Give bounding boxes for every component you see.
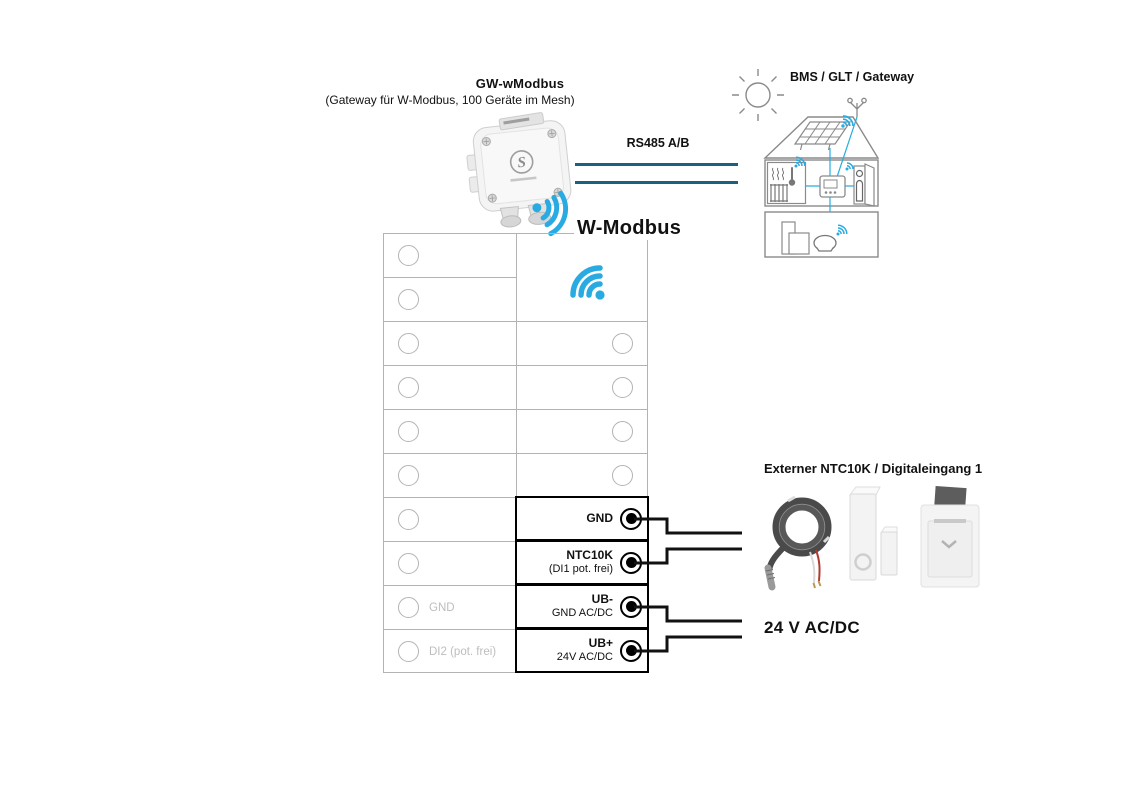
wire-gnd <box>634 519 742 533</box>
antenna-icon <box>848 98 866 117</box>
terminal-ub-plus <box>515 628 649 673</box>
terminal-cell <box>516 453 648 497</box>
terminal-cell <box>516 321 648 365</box>
rs485-label: RS485 A/B <box>626 136 690 150</box>
keycard-switch-image <box>921 486 979 587</box>
round-sensor-icon <box>814 236 836 252</box>
wire-ub-minus <box>634 607 742 621</box>
building-illustration <box>726 56 896 264</box>
terminal-sublabel: (DI1 pot. frei) <box>548 563 613 576</box>
device-title: GW-wModbus <box>475 76 565 91</box>
gnd-label: GND <box>429 601 455 614</box>
terminal-sublabel: 24V AC/DC <box>556 651 613 664</box>
terminal-cell <box>383 409 516 453</box>
door-contact-image <box>850 487 897 580</box>
s-logo-letter: S <box>516 154 527 172</box>
terminal-sublabel: GND AC/DC <box>551 607 613 620</box>
terminal-ntc10k <box>515 540 649 585</box>
terminal-block <box>383 233 648 673</box>
wifi-icon <box>559 256 607 300</box>
terminal-gnd <box>515 496 649 541</box>
terminal-ring-icon <box>398 465 419 486</box>
terminal-ring-icon <box>398 421 419 442</box>
cable-sensor-image <box>766 497 829 588</box>
terminal-cell <box>383 277 516 321</box>
terminal-cell <box>383 321 516 365</box>
terminal-ring-icon <box>612 421 633 442</box>
terminal-wires <box>630 500 746 660</box>
external-input-label: Externer NTC10K / Digitaleingang 1 <box>764 461 983 476</box>
wire-ntc10k <box>634 549 742 563</box>
bms-label: BMS / GLT / Gateway <box>790 70 915 84</box>
rs485-line-a <box>575 163 738 166</box>
terminal-ring-icon <box>398 553 419 574</box>
external-sensors <box>758 483 990 603</box>
terminal-ring-icon <box>398 333 419 354</box>
terminal-ub-minus <box>515 584 649 629</box>
terminal-ring-icon <box>398 245 419 266</box>
terminal-cell <box>516 365 648 409</box>
sun-icon <box>732 69 784 121</box>
terminal-cell <box>383 541 516 585</box>
terminal-ring-icon <box>612 465 633 486</box>
terminal-cell <box>383 233 516 277</box>
rs485-line-b <box>575 181 738 184</box>
terminal-ring-icon <box>612 377 633 398</box>
supply-voltage-label: 24 V AC/DC <box>764 618 860 637</box>
terminal-label: UB- <box>591 592 613 607</box>
terminal-label: NTC10K <box>566 548 613 563</box>
terminal-ring-icon <box>398 289 419 310</box>
terminal-ring-icon <box>398 509 419 530</box>
wmodbus-radio-cell <box>516 233 648 321</box>
terminal-cell <box>383 365 516 409</box>
terminal-ring-icon <box>398 641 419 662</box>
terminal-cell-di2 <box>383 629 516 673</box>
terminal-ring-icon <box>398 377 419 398</box>
terminal-cell <box>516 409 648 453</box>
wire-ub-plus <box>634 637 742 651</box>
terminal-cell <box>383 453 516 497</box>
device-subtitle: (Gateway für W-Modbus, 100 Geräte im Mesh) <box>325 93 575 107</box>
terminal-label: GND <box>586 510 613 525</box>
wmodbus-label: W-Modbus <box>574 217 684 240</box>
thermostat-icon <box>820 176 845 197</box>
terminal-cell <box>383 497 516 541</box>
terminal-label: UB+ <box>588 636 613 651</box>
terminal-ring-icon <box>612 333 633 354</box>
terminal-ring-icon <box>398 597 419 618</box>
di2-label: DI2 (pot. frei) <box>429 645 497 658</box>
terminal-cell-gnd <box>383 585 516 629</box>
